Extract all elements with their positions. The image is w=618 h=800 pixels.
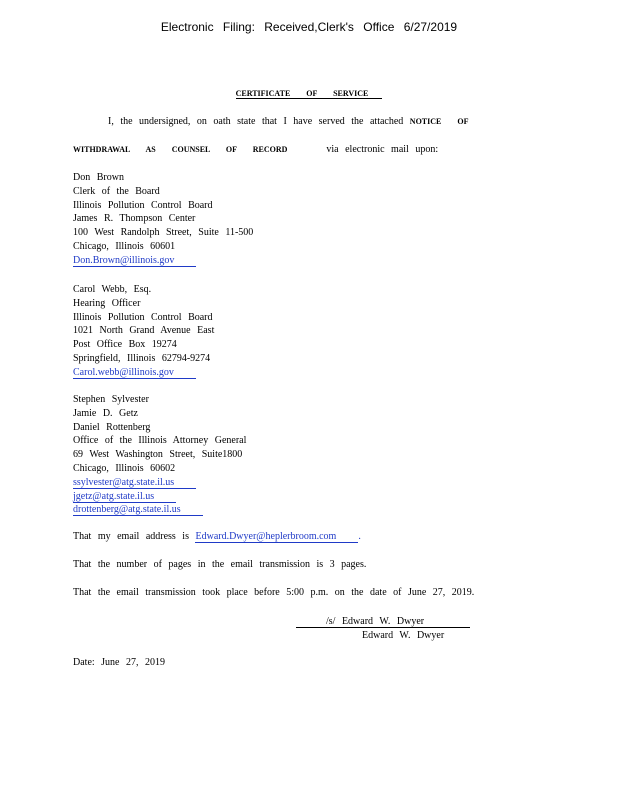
email-link[interactable]: Carol.webb@illinois.gov [73, 367, 196, 379]
recipient-line: Hearing Officer [73, 297, 141, 309]
recipient-line: Springfield, Illinois 62794-9274 [73, 352, 211, 364]
pages-statement: That the number of pages in the email transmission is 3 pages. [73, 559, 367, 570]
recipient-line: Chicago, Illinois 60602 [73, 462, 176, 474]
email-statement-prefix: That my email address is [73, 531, 189, 542]
recipient-block-2 [73, 283, 214, 380]
date-line: Date: June 27, 2019 [73, 657, 165, 668]
recipient-block-1 [73, 171, 253, 268]
recipient-line: Office of the Illinois Attorney General [73, 435, 247, 447]
recipient-line: Clerk of the Board [73, 185, 160, 197]
recipient-line: James R. Thompson Center [73, 213, 196, 225]
recipient-line: 100 West Randolph Street, Suite 11-500 [73, 227, 254, 239]
recipient-line: 69 West Washington Street, Suite1800 [73, 449, 243, 461]
recipient-line: Chicago, Illinois 60601 [73, 240, 176, 252]
recipient-line: Post Office Box 19274 [73, 339, 177, 351]
email-link[interactable]: ssylvester@atg.state.il.us [73, 477, 196, 489]
recipient-block-3 [73, 393, 246, 517]
recipient-line: 1021 North Grand Avenue East [73, 325, 215, 337]
email-link[interactable]: jgetz@atg.state.il.us [73, 491, 176, 503]
recipient-line: Carol Webb, Esq. [73, 284, 152, 295]
signature-text: /s/ Edward W. Dwyer [296, 616, 470, 628]
email-statement [73, 531, 361, 542]
certificate-title-text: CERTIFICATE OF SERVICE [236, 89, 383, 99]
recipient-line: Illinois Pollution Control Board [73, 311, 213, 323]
signatory-name: Edward W. Dwyer [362, 630, 445, 641]
intro-text-1: I, the undersigned, on oath state that I have served the attached [108, 116, 404, 127]
email-statement-suffix: . [358, 531, 361, 542]
recipient-line: Stephen Sylvester [73, 394, 149, 405]
recipient-line: Don Brown [73, 172, 124, 183]
intro-doc-title-2: WITHDRAWAL AS COUNSEL OF RECORD [73, 145, 288, 154]
certificate-title [0, 89, 618, 98]
time-statement: That the email transmission took place before 5:00 p.m. on the date of June 27, 2019. [73, 587, 475, 598]
email-link[interactable]: drottenberg@atg.state.il.us [73, 504, 203, 516]
intro-doc-title-1: NOTICE OF [409, 117, 469, 126]
intro-line-2 [73, 144, 438, 155]
intro-line-1 [108, 116, 468, 127]
signature-line [296, 616, 470, 627]
recipient-line: Illinois Pollution Control Board [73, 199, 213, 211]
intro-text-2: via electronic mail upon: [326, 144, 439, 155]
filing-stamp: Electronic Filing: Received,Clerk's Office 6/27/2019 [160, 20, 458, 34]
sender-email-link[interactable]: Edward.Dwyer@heplerbroom.com [195, 531, 358, 543]
recipient-line: Jamie D. Getz [73, 407, 138, 419]
email-link[interactable]: Don.Brown@illinois.gov [73, 255, 196, 267]
recipient-line: Daniel Rottenberg [73, 421, 151, 433]
